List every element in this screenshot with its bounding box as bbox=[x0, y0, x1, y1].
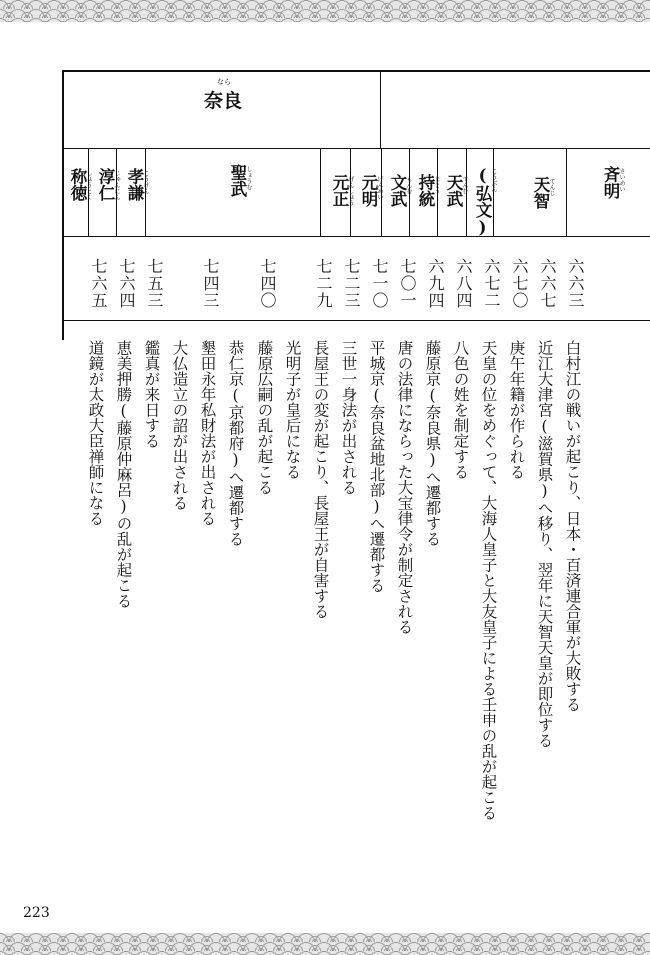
event-text: 墾田永年私財法が出される bbox=[198, 340, 217, 526]
emperor-name: 斉明 bbox=[601, 166, 620, 199]
year-row-divider bbox=[62, 320, 650, 321]
year-label: 七二九 bbox=[314, 258, 333, 309]
page-number: 223 bbox=[23, 905, 50, 921]
event-text: 恵美押勝(藤原仲麻呂)の乱が起こる bbox=[114, 340, 133, 609]
emperor-name: 元正 bbox=[330, 174, 349, 207]
event-text: 八色の姓を制定する bbox=[451, 340, 470, 480]
emperor-ruby: さいめい bbox=[618, 168, 625, 192]
emperor-name: 天智 bbox=[531, 176, 550, 209]
year-label: 七六四 bbox=[117, 258, 136, 309]
period-divider bbox=[380, 70, 381, 148]
emperor-ruby: じとう bbox=[433, 176, 440, 194]
event-text: 藤原京(奈良県)へ遷都する bbox=[423, 340, 442, 547]
period-row-divider bbox=[62, 148, 650, 149]
year-label: 六八四 bbox=[454, 258, 473, 309]
year-label: 七一〇 bbox=[370, 258, 389, 309]
table-left-border bbox=[62, 70, 64, 340]
emperor-name: 淳仁 bbox=[96, 168, 115, 201]
emperor-name: 孝謙 bbox=[125, 168, 144, 201]
event-text: 鑑真が来日する bbox=[142, 340, 161, 449]
emperor-name: (弘文) bbox=[473, 166, 492, 237]
emperor-ruby: げんしょう bbox=[347, 176, 354, 206]
period-ruby: なら bbox=[217, 78, 231, 86]
bottom-decorative-band bbox=[0, 933, 650, 955]
emperor-ruby: じゅんにん bbox=[113, 170, 120, 200]
event-text: 天皇の位をめぐって、大海人皇子と大友皇子による壬申の乱が起こる bbox=[479, 340, 498, 821]
emperor-ruby: てんむ bbox=[461, 176, 468, 194]
year-label: 七四三 bbox=[201, 258, 220, 309]
event-text: 三世一身法が出される bbox=[339, 340, 358, 495]
emperor-ruby: げんめい bbox=[376, 176, 383, 200]
emperor-ruby: こうけん bbox=[142, 170, 149, 194]
year-label: 六九四 bbox=[426, 258, 445, 309]
year-label: 七四〇 bbox=[258, 258, 277, 309]
event-text: 唐の法律にならった大宝律令が制定される bbox=[395, 340, 414, 635]
emperor-name: 天武 bbox=[444, 174, 463, 207]
emperor-name: 文武 bbox=[388, 174, 407, 207]
emperor-row-divider bbox=[62, 236, 650, 237]
emperor-name: 持統 bbox=[416, 174, 435, 207]
year-label: 七〇一 bbox=[398, 258, 417, 309]
year-label: 六七二 bbox=[482, 258, 501, 309]
emperor-name: 聖武 bbox=[228, 164, 247, 197]
emperor-ruby: こうぶん bbox=[490, 168, 497, 192]
event-text: 庚午年籍が作られる bbox=[507, 340, 526, 480]
event-text: 大仏造立の詔が出される bbox=[170, 340, 189, 511]
event-text: 長屋王の変が起こり、長屋王が自害する bbox=[311, 340, 330, 619]
event-text: 道鏡が太政大臣禅師になる bbox=[86, 340, 105, 526]
emperor-ruby: もんむ bbox=[405, 176, 412, 194]
table-top-border bbox=[62, 70, 650, 72]
emperor-name: 元明 bbox=[359, 174, 378, 207]
event-text: 平城京(奈良盆地北部)へ遷都する bbox=[367, 340, 386, 593]
emperor-ruby: しょうとく bbox=[85, 170, 92, 200]
emperor-ruby: しょうむ bbox=[245, 166, 252, 190]
event-text: 光明子が皇后になる bbox=[283, 340, 302, 480]
year-label: 六六七 bbox=[538, 258, 557, 309]
event-text: 白村江の戦いが起こり、日本・百済連合軍が大敗する bbox=[563, 340, 582, 712]
emperor-divider bbox=[566, 148, 567, 236]
period-label: 奈良 bbox=[204, 90, 243, 112]
event-text: 藤原広嗣の乱が起こる bbox=[255, 340, 274, 495]
year-label: 七二三 bbox=[342, 258, 361, 309]
emperor-divider bbox=[320, 148, 321, 236]
year-label: 六七〇 bbox=[510, 258, 529, 309]
event-text: 近江大津宮(滋賀県)へ移り、翌年に天智天皇が即位する bbox=[535, 340, 554, 748]
year-label: 六六三 bbox=[566, 258, 585, 309]
top-decorative-band bbox=[0, 0, 650, 22]
emperor-ruby: てんじ bbox=[548, 178, 555, 196]
event-text: 恭仁京(京都府)へ遷都する bbox=[226, 340, 245, 547]
year-label: 七六五 bbox=[89, 258, 108, 309]
year-label: 七五三 bbox=[145, 258, 164, 309]
emperor-name: 称徳 bbox=[68, 168, 87, 201]
